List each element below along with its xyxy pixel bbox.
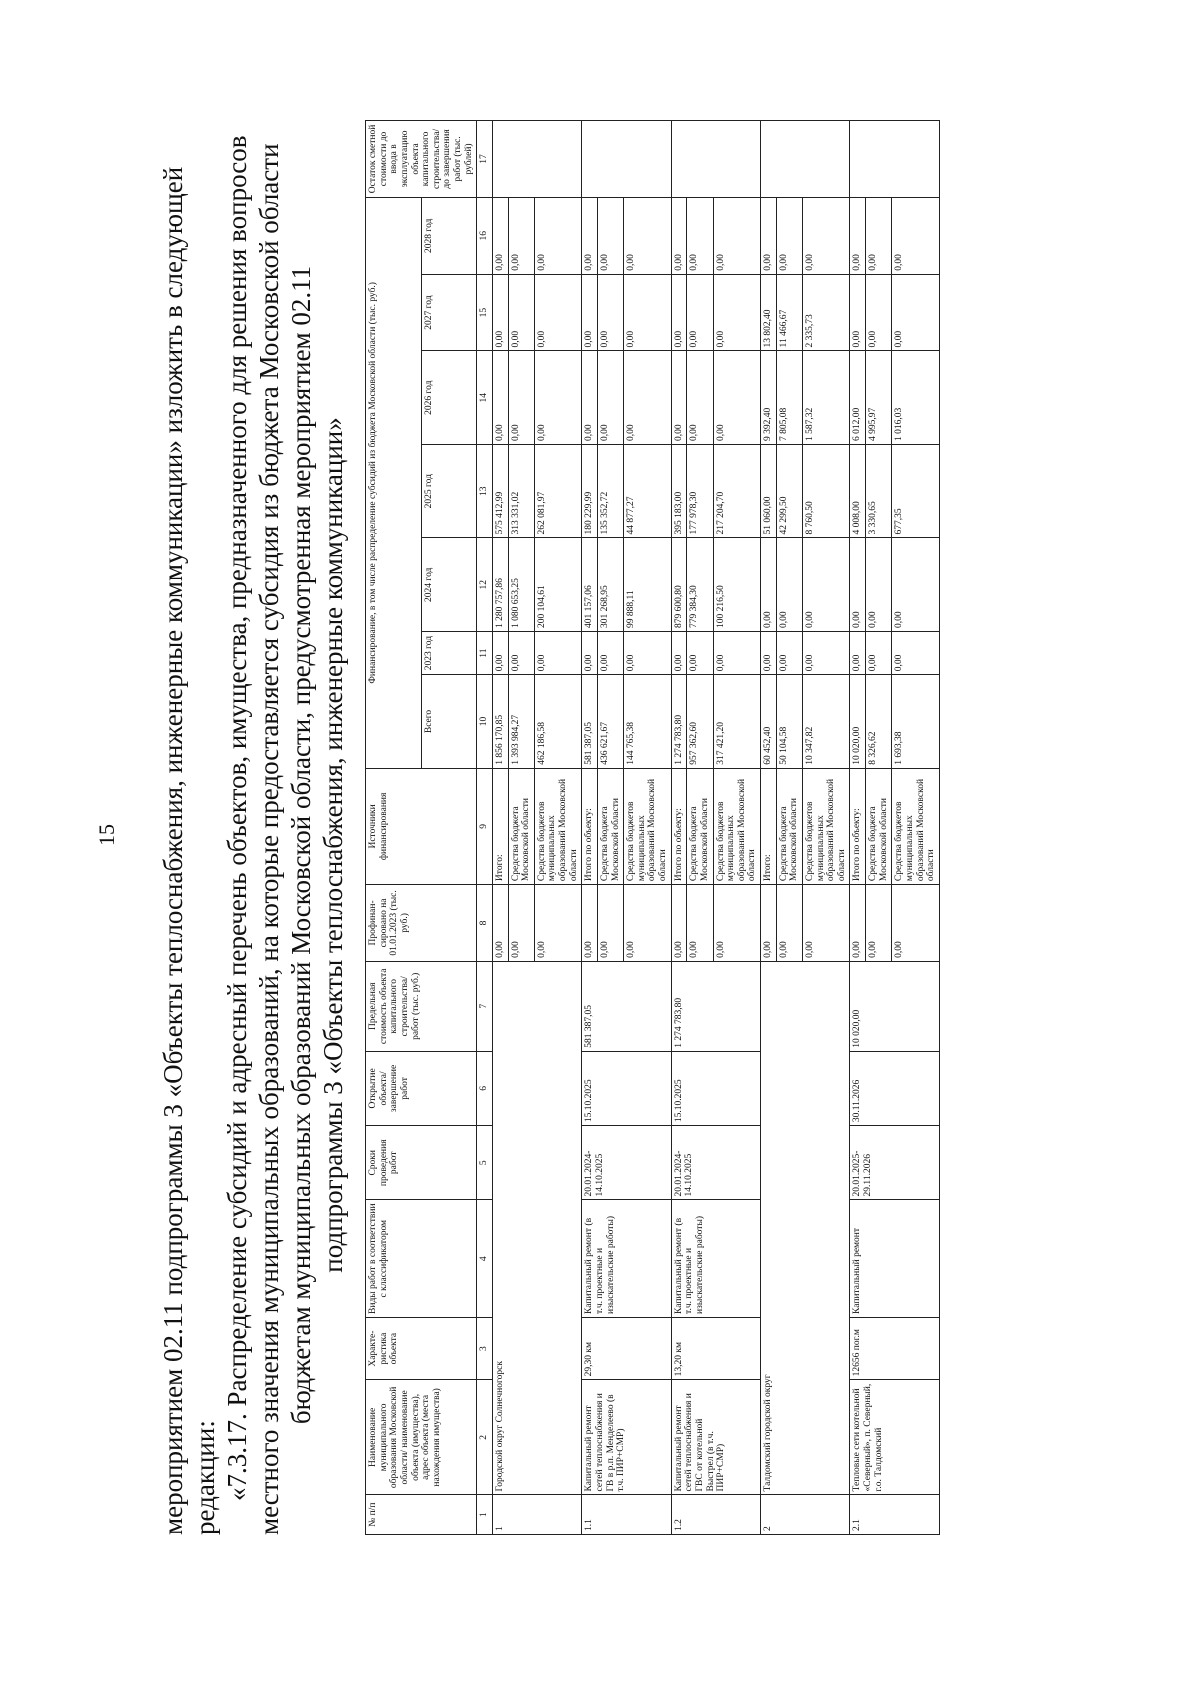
table-cell: 0,00 <box>850 538 866 632</box>
column-number: 16 <box>477 197 493 274</box>
table-cell <box>582 121 671 198</box>
table-cell: 0,00 <box>492 632 508 675</box>
page-number: 15 <box>94 824 119 846</box>
table-cell: 0,00 <box>776 197 802 274</box>
table-cell: 581 387,05 <box>582 675 598 769</box>
header-cell: № п/п <box>366 1495 477 1535</box>
column-number: 8 <box>477 885 493 962</box>
work-type: Капитальный ремонт (в т.ч. проектные и изыскательские работы) <box>671 1200 760 1318</box>
table-cell: 100 216,50 <box>713 538 761 632</box>
column-number: 15 <box>477 274 493 351</box>
header-group-cell: Финансирование, в том числе распределение субсидий из бюджета Московской области (тыс. руб.) <box>366 197 422 768</box>
table-cell: 0,00 <box>624 274 672 351</box>
table-cell: 0,00 <box>850 274 866 351</box>
table-cell: Итого: <box>492 768 508 884</box>
table-cell: 1 587,32 <box>802 351 850 445</box>
table-cell: 0,00 <box>761 538 777 632</box>
table-cell: 0,00 <box>492 274 508 351</box>
table-cell: Средства бюджетов муниципальных образований Московской области <box>802 768 850 884</box>
object-name: Капитальный ремонт сетей теплоснабжения и ГВС от котельной Выстрел (в т.ч. ПИР+СМР) <box>671 1380 760 1495</box>
table-cell: 0,00 <box>508 197 534 274</box>
header-cell: Профинан-сировано на 01.01.2023 (тыс. руб.) <box>366 885 477 962</box>
heading-line-1: мероприятием 02.11 подпрограммы 3 «Объекты теплоснабжения, инженерные коммуникации» изложить в следующей <box>158 166 188 1535</box>
table-cell: 0,00 <box>597 351 623 445</box>
table-cell: 1 693,38 <box>892 675 940 769</box>
column-number: 6 <box>477 1051 493 1125</box>
table-cell: 4 008,00 <box>850 444 866 538</box>
table-cell: 1 080 653,25 <box>508 538 534 632</box>
table-cell: Итого: <box>761 768 777 884</box>
column-number: 3 <box>477 1317 493 1379</box>
table-cell: 1 274 783,80 <box>671 675 687 769</box>
table-cell: 575 412,99 <box>492 444 508 538</box>
table-row <box>761 121 777 1535</box>
table-cell: 144 765,38 <box>624 675 672 769</box>
table-cell: 0,00 <box>492 885 508 962</box>
subsidy-table <box>365 120 940 1535</box>
table-cell: Средства бюджетов муниципальных образований Московской области <box>624 768 672 884</box>
table-cell: Средства бюджета Московской области <box>776 768 802 884</box>
table-cell: 217 204,70 <box>713 444 761 538</box>
table-cell: 0,00 <box>866 274 892 351</box>
column-number: 2 <box>477 1380 493 1495</box>
table-cell: 0,00 <box>776 885 802 962</box>
header-cell: Всего <box>421 675 477 769</box>
table-cell: 0,00 <box>892 197 940 274</box>
table-cell: 9 392,40 <box>761 351 777 445</box>
completion-date: 30.11.2026 <box>850 1051 939 1125</box>
heading-line-2: редакции: <box>190 1420 220 1535</box>
table-cell: 436 621,67 <box>597 675 623 769</box>
row-number: 1.1 <box>582 1495 671 1535</box>
row-number: 1 <box>492 1495 581 1535</box>
table-cell: 0,00 <box>534 885 582 962</box>
table-cell: 0,00 <box>850 632 866 675</box>
column-number: 5 <box>477 1126 493 1200</box>
table-cell: 395 183,00 <box>671 444 687 538</box>
object-characteristic: 29,30 км <box>582 1317 671 1379</box>
header-cell: Характе-ристика объекта <box>366 1317 477 1379</box>
table-cell: 0,00 <box>713 885 761 962</box>
table-cell: 0,00 <box>802 632 850 675</box>
table-cell: 957 362,60 <box>687 675 713 769</box>
table-cell: 0,00 <box>850 197 866 274</box>
header-cell: 2027 год <box>421 274 477 351</box>
table-cell: 0,00 <box>492 197 508 274</box>
table-cell: 0,00 <box>492 351 508 445</box>
table-cell: 0,00 <box>508 351 534 445</box>
column-number: 13 <box>477 444 493 538</box>
table-cell: 0,00 <box>582 351 598 445</box>
table-cell: 180 229,99 <box>582 444 598 538</box>
table-cell: 0,00 <box>713 197 761 274</box>
work-period: 20.01.2025-29.11.2026 <box>850 1126 939 1200</box>
table-cell: 4 995,97 <box>866 351 892 445</box>
row-number: 2 <box>761 1495 850 1535</box>
table-cell: 0,00 <box>892 274 940 351</box>
table-cell: 0,00 <box>892 632 940 675</box>
table-cell <box>492 121 581 198</box>
table-cell: 1 280 757,86 <box>492 538 508 632</box>
header-cell: 2023 год <box>421 632 477 675</box>
table-cell: 135 352,72 <box>597 444 623 538</box>
table-cell: 10 347,82 <box>802 675 850 769</box>
header-cell: 2026 год <box>421 351 477 445</box>
table-cell: 401 157,06 <box>582 538 598 632</box>
table-cell: Средства бюджетов муниципальных образований Московской области <box>534 768 582 884</box>
municipality-name: Талдомский городской округ <box>761 961 850 1495</box>
header-cell: Предельная стоимость объекта капитального строительства/ работ (тыс. руб.) <box>366 961 477 1051</box>
work-period: 20.01.2024-14.10.2025 <box>582 1126 671 1200</box>
work-type: Капитальный ремонт (в т.ч. проектные и изыскательские работы) <box>582 1200 671 1318</box>
column-number: 11 <box>477 632 493 675</box>
table-cell <box>671 121 760 198</box>
table-cell: 50 104,58 <box>776 675 802 769</box>
header-cell: 2025 год <box>421 444 477 538</box>
table-cell <box>850 121 939 198</box>
table-cell: 177 978,30 <box>687 444 713 538</box>
table-cell: 0,00 <box>713 632 761 675</box>
heading-line-6: подпрограммы 3 «Объекты теплоснабжения, инженерные коммуникации» <box>318 417 348 1273</box>
header-cell: Виды работ в соответствии с классификатором <box>366 1200 477 1318</box>
column-number: 1 <box>477 1495 493 1535</box>
table-cell: 1 016,03 <box>892 351 940 445</box>
table-cell: 44 877,27 <box>624 444 672 538</box>
table-cell: Средства бюджетов муниципальных образований Московской области <box>713 768 761 884</box>
completion-date: 15.10.2025 <box>671 1051 760 1125</box>
table-cell: 0,00 <box>866 197 892 274</box>
table-cell: 301 268,95 <box>597 538 623 632</box>
row-number: 1.2 <box>671 1495 760 1535</box>
table-row <box>582 121 598 1535</box>
table-cell: 0,00 <box>534 351 582 445</box>
table-cell: Средства бюджета Московской области <box>597 768 623 884</box>
object-characteristic: 12656 пог.м <box>850 1317 939 1379</box>
table-cell: 0,00 <box>802 885 850 962</box>
table-cell: 262 081,97 <box>534 444 582 538</box>
table-cell: 0,00 <box>687 632 713 675</box>
header-cell: Сроки проведения работ <box>366 1126 477 1200</box>
table-cell: 0,00 <box>776 538 802 632</box>
work-type: Капитальный ремонт <box>850 1200 939 1318</box>
table-cell: 13 802,40 <box>761 274 777 351</box>
table-cell: 0,00 <box>671 274 687 351</box>
column-number: 12 <box>477 538 493 632</box>
work-period: 20.01.2024-14.10.2025 <box>671 1126 760 1200</box>
table-cell: 51 060,00 <box>761 444 777 538</box>
table-row <box>671 121 687 1535</box>
table-cell: 0,00 <box>597 274 623 351</box>
table-cell: Итого по объекту: <box>850 768 866 884</box>
table-cell: 0,00 <box>866 885 892 962</box>
heading-line-4: местного значения муниципальных образований, на которые предоставляется субсидия из бюджета Московской области <box>254 143 284 1535</box>
completion-date: 15.10.2025 <box>582 1051 671 1125</box>
table-cell: 0,00 <box>776 632 802 675</box>
column-number: 14 <box>477 351 493 445</box>
table-cell: 0,00 <box>802 197 850 274</box>
table-cell: 0,00 <box>687 274 713 351</box>
table-cell: 0,00 <box>761 885 777 962</box>
table-cell: 11 466,67 <box>776 274 802 351</box>
table-cell: 0,00 <box>582 885 598 962</box>
table-cell: 8 760,50 <box>802 444 850 538</box>
header-cell: 2028 год <box>421 197 477 274</box>
table-cell: 0,00 <box>624 632 672 675</box>
table-cell: 0,00 <box>597 197 623 274</box>
table-row <box>492 121 508 1535</box>
table-cell: 879 600,80 <box>671 538 687 632</box>
table-cell <box>761 121 850 198</box>
table-cell: Средства бюджета Московской области <box>866 768 892 884</box>
cost-limit: 10 020,00 <box>850 961 939 1051</box>
table-cell: 0,00 <box>713 274 761 351</box>
table-cell: 0,00 <box>850 885 866 962</box>
table-cell: 0,00 <box>802 538 850 632</box>
table-cell: 200 104,61 <box>534 538 582 632</box>
table-cell: 313 331,02 <box>508 444 534 538</box>
table-cell: 0,00 <box>624 197 672 274</box>
column-number: 4 <box>477 1200 493 1318</box>
table-cell: 0,00 <box>713 351 761 445</box>
table-cell: 0,00 <box>508 632 534 675</box>
table-cell: 0,00 <box>582 632 598 675</box>
table-cell: 0,00 <box>624 351 672 445</box>
table-cell: 0,00 <box>687 351 713 445</box>
table-cell: 0,00 <box>671 351 687 445</box>
column-number: 9 <box>477 768 493 884</box>
cost-limit: 581 387,05 <box>582 961 671 1051</box>
table-cell: 1 393 984,27 <box>508 675 534 769</box>
table-cell: 779 384,30 <box>687 538 713 632</box>
table-cell: 677,35 <box>892 444 940 538</box>
table-cell: 0,00 <box>671 632 687 675</box>
cost-limit: 1 274 783,80 <box>671 961 760 1051</box>
municipality-name: Городской округ Солнечногорск <box>492 961 581 1495</box>
column-number: 17 <box>477 121 493 198</box>
object-name: Капитальный ремонт сетей теплоснабжения и ГВ в р.п. Менделеево (в т.ч. ПИР+СМР) <box>582 1380 671 1495</box>
table-cell: 317 421,20 <box>713 675 761 769</box>
table-cell: 0,00 <box>761 632 777 675</box>
table-cell: 0,00 <box>597 632 623 675</box>
table-cell: 2 335,73 <box>802 274 850 351</box>
table-cell: 99 888,11 <box>624 538 672 632</box>
table-cell: 0,00 <box>687 885 713 962</box>
table-cell: 1 856 170,85 <box>492 675 508 769</box>
table-cell: 0,00 <box>508 885 534 962</box>
heading-line-5: бюджетам муниципальных образований Московской области, предусмотренная мероприятием 02.11 <box>286 265 316 1425</box>
table-cell: Итого по объекту: <box>582 768 598 884</box>
table-cell: 0,00 <box>671 885 687 962</box>
table-cell: 8 326,62 <box>866 675 892 769</box>
table-cell: 0,00 <box>892 538 940 632</box>
header-cell: Открытие объекта/ завершение работ <box>366 1051 477 1125</box>
table-cell: 0,00 <box>892 885 940 962</box>
row-number: 2.1 <box>850 1495 939 1535</box>
table-cell: 0,00 <box>671 197 687 274</box>
table-cell: 0,00 <box>687 197 713 274</box>
header-cell: 2024 год <box>421 538 477 632</box>
header-cell: Наименование муниципального образования Московской области/ наименование объекта (имущества), адрес объекта (места нахождения имущества) <box>366 1380 477 1495</box>
table-cell: 42 299,50 <box>776 444 802 538</box>
object-characteristic: 13,20 км <box>671 1317 760 1379</box>
table-cell: 0,00 <box>582 197 598 274</box>
table-cell: 0,00 <box>534 274 582 351</box>
table-cell: 462 186,58 <box>534 675 582 769</box>
table-cell: 3 330,65 <box>866 444 892 538</box>
header-cell: Остаток сметной стоимости до ввода в эксплуатацию объекта капитального строительства/ до завершения работ (тыс. рублей) <box>366 121 477 198</box>
table-cell: 10 020,00 <box>850 675 866 769</box>
subsidy-table-wrap <box>365 120 940 1535</box>
table-cell: 60 452,40 <box>761 675 777 769</box>
table-cell: 7 805,08 <box>776 351 802 445</box>
table-row <box>850 121 866 1535</box>
object-name: Тепловые сети котельной «Северный», п. Северный, г.о. Талдомский <box>850 1380 939 1495</box>
table-cell: 0,00 <box>866 538 892 632</box>
column-number: 10 <box>477 675 493 769</box>
table-cell: 0,00 <box>597 885 623 962</box>
table-cell: 0,00 <box>534 632 582 675</box>
rotated-page-content <box>160 120 1160 1535</box>
table-cell: 6 012,00 <box>850 351 866 445</box>
table-cell: 0,00 <box>624 885 672 962</box>
table-cell: 0,00 <box>582 274 598 351</box>
table-cell: 0,00 <box>534 197 582 274</box>
heading-line-3: «7.3.17. Распределение субсидий и адресный перечень объектов, имущества, предназначенного для решения вопросов <box>222 135 252 1501</box>
table-cell: 0,00 <box>761 197 777 274</box>
header-cell: Источники финансирования <box>366 768 477 884</box>
table-cell: 0,00 <box>508 274 534 351</box>
table-cell: Средства бюджета Московской области <box>508 768 534 884</box>
table-cell: Средства бюджетов муниципальных образований Московской области <box>892 768 940 884</box>
table-cell: 0,00 <box>866 632 892 675</box>
column-number: 7 <box>477 961 493 1051</box>
table-cell: Итого по объекту: <box>671 768 687 884</box>
table-cell: Средства бюджета Московской области <box>687 768 713 884</box>
